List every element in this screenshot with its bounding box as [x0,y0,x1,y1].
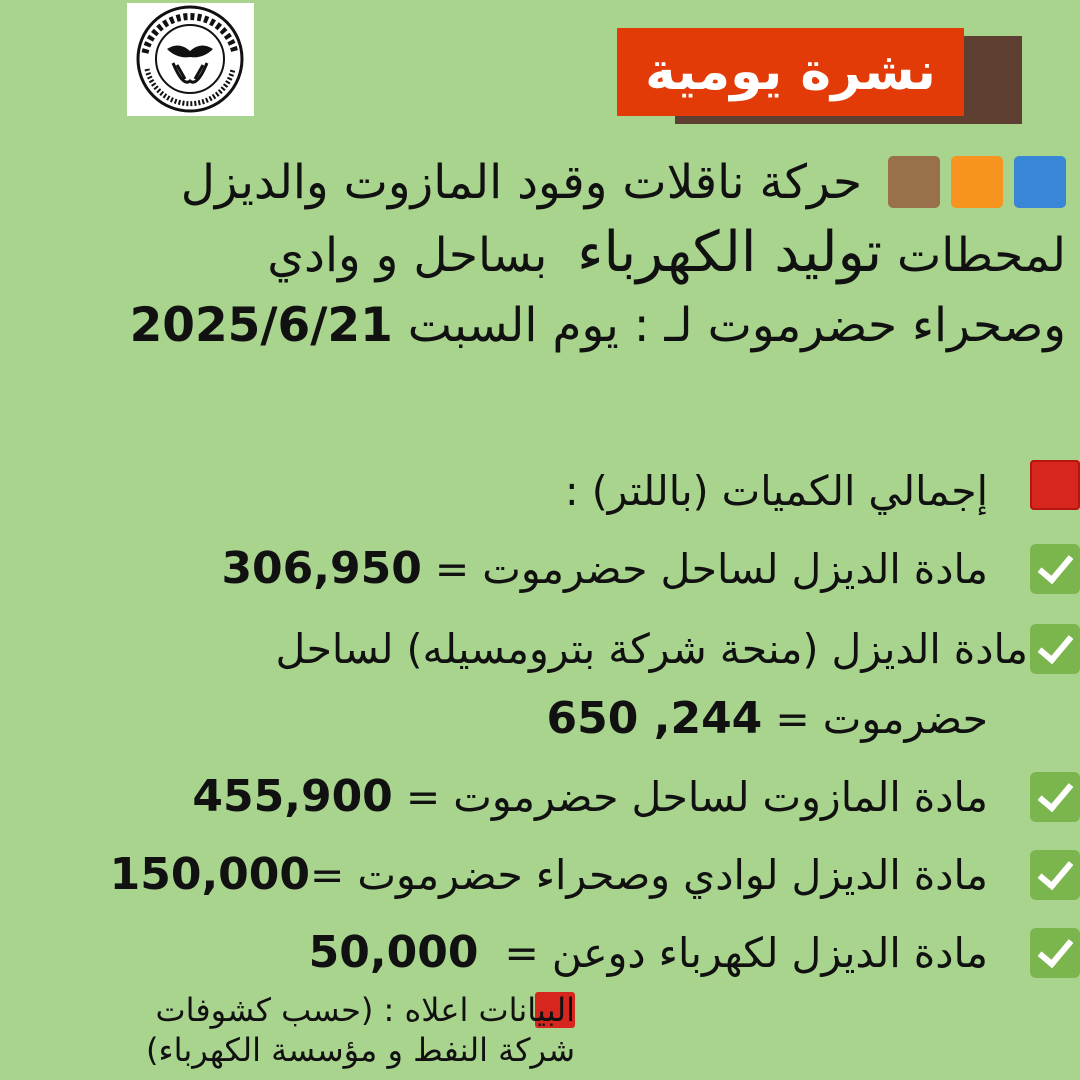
item-label: مادة الديزل لساحل حضرموت = [421,545,988,593]
item-text [547,680,988,758]
check-mark-icon [1030,544,1080,594]
headline-text-2a: لمحطات [882,228,1066,283]
item-label: مادة المازوت لساحل حضرموت = [392,773,988,821]
check-mark-icon [1030,850,1080,900]
item-value: 306,950 [221,543,422,594]
item-text [309,914,988,992]
list-item-continuation [0,680,988,758]
headline-text-3: وصحراء حضرموت لـ : يوم السبت [392,298,1066,353]
list-item [0,836,988,914]
totals-heading-row [0,452,988,530]
list-item [0,914,988,992]
headline [21,148,1066,361]
headline-text-2-big: توليد الكهرباء [577,220,883,285]
list-item [0,610,1028,688]
totals-section [0,452,1028,992]
headline-line-2 [21,218,1066,291]
orange-square-icon [951,156,1003,208]
headline-text-2b: بساحل و وادي [267,228,578,283]
headline-line-3 [21,291,1066,361]
headline-line-1 [21,148,1066,218]
item-label: مادة الديزل لوادي وصحراء حضرموت = [310,851,988,899]
check-mark-icon [1030,772,1080,822]
footnote [146,990,575,1070]
item-value: 244, 650 [546,693,763,744]
headline-date: 2025/6/21 [129,298,393,353]
item-value: 455,900 [192,771,393,822]
check-mark-icon [1030,624,1080,674]
footnote-line-1: البيانات اعلاه : (حسب كشوفات [155,991,575,1029]
totals-heading: إجمالي الكميات (باللتر) : [564,467,988,515]
item-text [221,530,988,608]
footnote-line-2: شركة النفط و مؤسسة الكهرباء) [146,1031,575,1069]
red-square-icon [1030,460,1080,510]
headline-text-1: حركة ناقلات وقود المازوت والديزل [180,155,863,210]
hadramout-tribes-logo [127,3,254,116]
item-label: مادة الديزل لكهرباء دوعن = [478,929,988,977]
item-value: 150,000 [109,849,311,900]
list-item [0,758,988,836]
list-item [0,530,988,608]
item-label: مادة الديزل (منحة شركة بترومسيله) لساحل [275,625,1028,673]
logo-emblem-icon [127,3,254,116]
item-value: 50,000 [308,927,479,978]
item-label: حضرموت = [762,695,988,743]
brown-square-icon [888,156,940,208]
item-text [192,758,988,836]
daily-bulletin-badge: نشرة يومية [617,28,964,116]
check-mark-icon [1030,928,1080,978]
blue-square-icon [1014,156,1066,208]
item-text [110,836,988,914]
